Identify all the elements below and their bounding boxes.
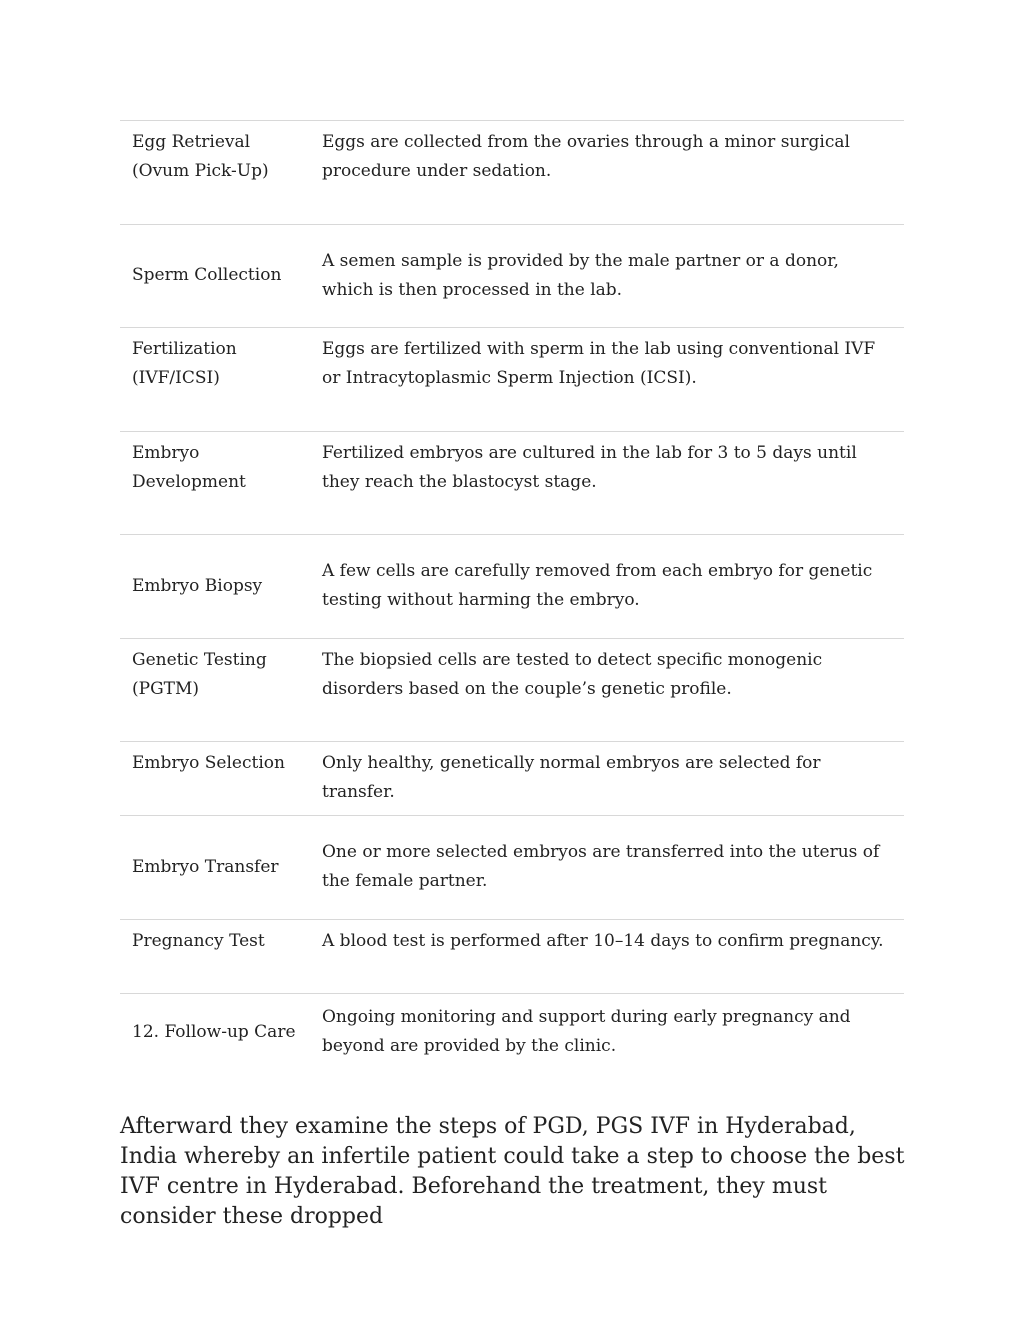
step-name-text: Egg Retrieval (Ovum Pick-Up) bbox=[132, 132, 269, 181]
table-row bbox=[120, 816, 904, 920]
step-description bbox=[310, 121, 904, 224]
step-name-text: Sperm Collection bbox=[132, 265, 282, 286]
step-description bbox=[310, 225, 904, 328]
step-name bbox=[120, 225, 310, 328]
step-description-text: Fertilized embryos are cultured in the lab for 3 to 5 days until they reach the blastocyst stage. bbox=[322, 442, 857, 492]
step-name-text: Embryo Selection bbox=[132, 753, 285, 773]
table-row bbox=[120, 535, 904, 639]
step-description bbox=[310, 994, 904, 1071]
step-description-text: Eggs are fertilized with sperm in the lab using conventional IVF or Intracytoplasmic Sperm Injection (ICSI). bbox=[322, 339, 876, 388]
step-name-text: Pregnancy Test bbox=[132, 930, 265, 951]
step-description-text: A few cells are carefully removed from each embryo for genetic testing without harming the embryo. bbox=[322, 561, 873, 611]
table-row bbox=[120, 225, 904, 329]
step-name bbox=[120, 535, 310, 638]
step-name-text: Embryo Biopsy bbox=[132, 575, 263, 596]
body-paragraph: Afterward they examine the steps of PGD, PGS IVF in Hyderabad, India whereby an infertile patient could take a step to choose the best IVF centre in Hyderabad. Beforehand the treatment, they must consider these dropped bbox=[120, 1114, 905, 1229]
table-row bbox=[120, 994, 904, 1071]
table-row bbox=[120, 742, 904, 816]
step-description-text: One or more selected embryos are transferred into the uterus of the female partner. bbox=[322, 842, 880, 892]
step-name bbox=[120, 920, 310, 993]
step-description bbox=[310, 639, 904, 742]
step-name-text: Genetic Testing (PGTM) bbox=[132, 649, 267, 699]
step-description bbox=[310, 432, 904, 535]
step-description-text: Eggs are collected from the ovaries through a minor surgical procedure under sedation. bbox=[322, 132, 850, 181]
step-description-text: The biopsied cells are tested to detect specific monogenic disorders based on the couple’s genetic profile. bbox=[322, 649, 823, 699]
step-description bbox=[310, 920, 904, 993]
step-description bbox=[310, 328, 904, 431]
step-name-text: 12. Follow-up Care bbox=[132, 1021, 296, 1042]
step-name bbox=[120, 432, 310, 535]
step-description-text: A semen sample is provided by the male partner or a donor, which is then processed in the lab. bbox=[322, 250, 839, 300]
step-description-text: Ongoing monitoring and support during early pregnancy and beyond are provided by the clinic. bbox=[322, 1007, 851, 1056]
step-description-text: Only healthy, genetically normal embryos are selected for transfer. bbox=[322, 753, 821, 802]
table-row bbox=[120, 121, 904, 225]
table-row bbox=[120, 639, 904, 743]
step-name bbox=[120, 742, 310, 815]
step-name-text: Embryo Development bbox=[132, 442, 246, 492]
table-row bbox=[120, 328, 904, 432]
step-name-text: Fertilization (IVF/ICSI) bbox=[132, 339, 237, 388]
step-description bbox=[310, 742, 904, 815]
step-description-text: A blood test is performed after 10–14 days to confirm pregnancy. bbox=[322, 930, 884, 951]
steps-table bbox=[120, 120, 904, 1071]
table-row bbox=[120, 920, 904, 994]
step-name bbox=[120, 328, 310, 431]
step-name-text: Embryo Transfer bbox=[132, 856, 279, 877]
step-name bbox=[120, 639, 310, 742]
step-description bbox=[310, 816, 904, 919]
table-row bbox=[120, 432, 904, 536]
step-description bbox=[310, 535, 904, 638]
step-name bbox=[120, 816, 310, 919]
step-name bbox=[120, 994, 310, 1071]
step-name bbox=[120, 121, 310, 224]
